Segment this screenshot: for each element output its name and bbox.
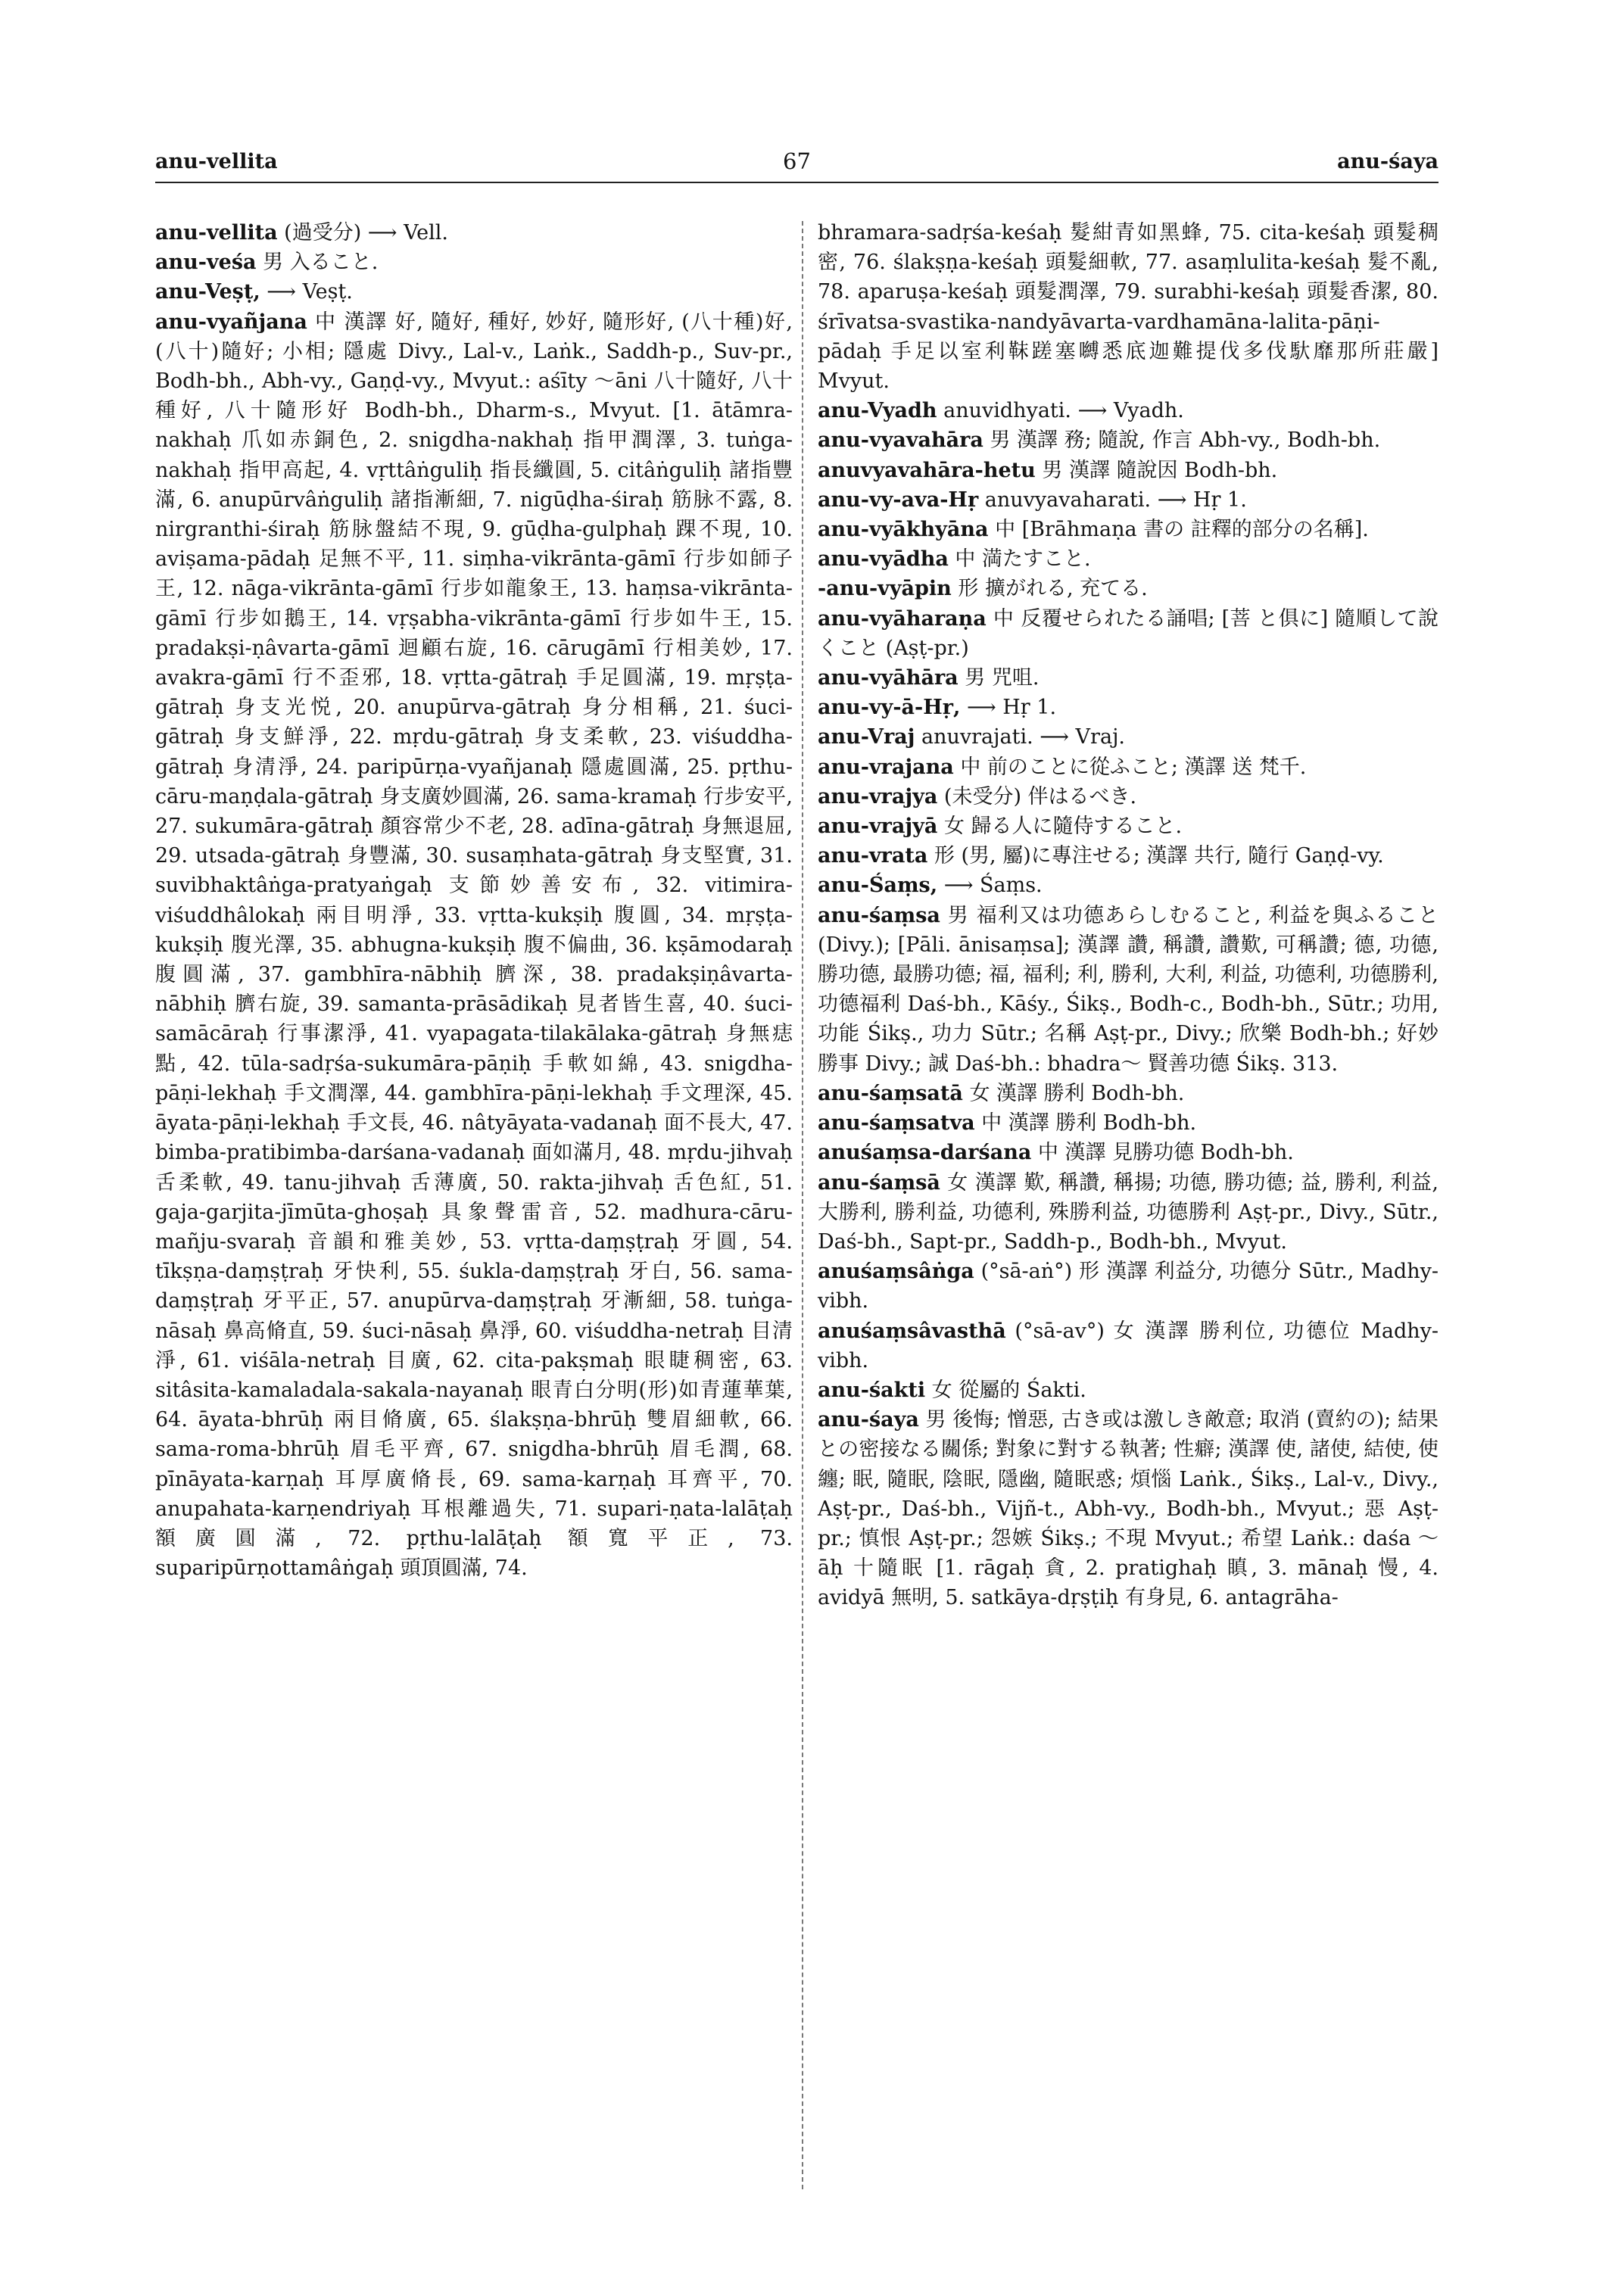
entry-headword: anu-vrajyā	[818, 815, 938, 839]
entry-body: 男 福利又は功德あらしむること, 利益を與ふること (Divy.); [Pāli. ānisaṃsa]; 漢譯 讚, 稱讚, 讚歎, 可稱讚; 德, 功德, 勝功德, 最勝功德; 福, 福利; 利, 勝利, 大利, 利益, 功德利, 功德勝利, 功德福利 Daś-bh., Kāśy., Śikṣ., Bodh-c., Bodh-bh., Sūtr.; 功用, 功能 Śikṣ., 功力 Sūtr.; 名稱 Aṣṭ-pr., Divy.; 欣樂 Bodh-bh.; 好妙勝事 Divy.; 誠 Daś-bh.: bhadra～ 賢善功德 Śikṣ. 313.	[818, 903, 1439, 1076]
dictionary-entry	[155, 218, 793, 248]
dictionary-entry	[818, 396, 1439, 425]
dictionary-entry	[818, 456, 1439, 485]
entry-body: 中 反覆せられたる誦唱; [菩 と俱に] 隨順して說くこと (Aṣṭ-pr.)	[818, 606, 1439, 660]
entry-headword: anu-vyavahāra	[818, 428, 983, 453]
entry-headword: anu-vrajya	[818, 784, 938, 808]
entry-headword: anuśaṃsâṅga	[818, 1260, 974, 1284]
dictionary-entry	[818, 693, 1439, 722]
entry-body: 女 漢譯 歎, 稱讚, 稱揚; 功德, 勝功德; 益, 勝利, 利益, 大勝利, 勝利益, 功德利, 殊勝利益, 功德勝利 Aṣṭ-pr., Divy., Sūtr., Daś-bh., Sapt-pr., Saddh-p., Bodh-bh., Mvyut.	[818, 1170, 1439, 1254]
entry-body: 中 [Brāhmaṇa 書の 註釋的部分の名稱].	[988, 518, 1369, 542]
dictionary-entry	[818, 901, 1439, 1079]
dictionary-entry	[818, 1316, 1439, 1375]
entry-headword: anu-śaṃsatā	[818, 1081, 963, 1105]
entry-body: 中 漢譯 好, 隨好, 種好, 妙好, 隨形好, (八十種)好, (八十)隨好; 小相; 隱處 Divy., Lal-v., Laṅk., Saddh-p., Suv-pr., Bodh-bh., Abh-vy., Gaṇḍ-vy., Mvyut.: aśīty ～āni 八十隨好, 八十種好, 八十隨形好 Bodh-bh., Dharm-s., Mvyut. [1. ātāmra-nakhaḥ 爪如赤銅色, 2. snigdha-nakhaḥ 指甲潤澤, 3. tuṅga-nakhaḥ 指甲高起, 4. vṛttâṅguliḥ 指長纖圓, 5. citâṅguliḥ 諸指豐滿, 6. anupūrvâṅguliḥ 諸指漸細, 7. nigūḍha-śiraḥ 筋脉不露, 8. nirgranthi-śiraḥ 筋脉盤結不現, 9. gūḍha-gulphaḥ 踝不現, 10. aviṣama-pādaḥ 足無不平, 11. siṃha-vikrānta-gāmī 行步如師子王, 12. nāga-vikrānta-gāmī 行步如龍象王, 13. haṃsa-vikrānta-gāmī 行步如鵝王, 14. vṛṣabha-vikrānta-gāmī 行步如牛王, 15. pradakṣi-ṇâvarta-gāmī 迴顧右旋, 16. cārugāmī 行相美妙, 17. avakra-gāmī 行不歪邪, 18. vṛtta-gātraḥ 手足圓滿, 19. mṛṣṭa-gātraḥ 身支光悦, 20. anupūrva-gātraḥ 身分相稱, 21. śuci-gātraḥ 身支鮮淨, 22. mṛdu-gātraḥ 身支柔軟, 23. viśuddha-gātraḥ 身清淨, 24. paripūrṇa-vyañjanaḥ 隱處圓滿, 25. pṛthu-cāru-maṇḍala-gātraḥ 身支廣妙圓滿, 26. sama-kramaḥ 行步安平, 27. sukumāra-gātraḥ 顏容常少不老, 28. adīna-gātraḥ 身無退屈, 29. utsada-gātraḥ 身豐滿, 30. susaṃhata-gātraḥ 身支堅實, 31. suvibhaktâṅga-pratyaṅgaḥ 支節妙善安布, 32. vitimira-viśuddhâlokaḥ 兩目明淨, 33. vṛtta-kukṣiḥ 腹圓, 34. mṛṣṭa-kukṣiḥ 腹光澤, 35. abhugna-kukṣiḥ 腹不偏曲, 36. kṣāmodaraḥ 腹圓滿, 37. gambhīra-nābhiḥ 臍深, 38. pradakṣiṇâvarta-nābhiḥ 臍右旋, 39. samanta-prāsādikaḥ 見者皆生喜, 40. śuci-samācāraḥ 行事潔淨, 41. vyapagata-tilakālaka-gātraḥ 身無痣點, 42. tūla-sadṛśa-sukumāra-pāṇiḥ 手軟如綿, 43. snigdha-pāṇi-lekhaḥ 手文潤澤, 44. gambhīra-pāṇi-lekhaḥ 手文理深, 45. āyata-pāṇi-lekhaḥ 手文長, 46. nâtyāyata-vadanaḥ 面不長大, 47. bimba-pratibimba-darśana-vadanaḥ 面如滿月, 48. mṛdu-jihvaḥ 舌柔軟, 49. tanu-jihvaḥ 舌薄廣, 50. rakta-jihvaḥ 舌色紅, 51. gaja-garjita-jīmūta-ghoṣaḥ 具象聲雷音, 52. madhura-cāru-mañju-svaraḥ 音韻和雅美妙, 53. vṛtta-daṃṣṭraḥ 牙圓, 54. tīkṣṇa-daṃṣṭraḥ 牙快利, 55. śukla-daṃṣṭraḥ 牙白, 56. sama-daṃṣṭraḥ 牙平正, 57. anupūrva-daṃṣṭraḥ 牙漸細, 58. tuṅga-nāsaḥ 鼻高脩直, 59. śuci-nāsaḥ 鼻淨, 60. viśuddha-netraḥ 目清淨, 61. viśāla-netraḥ 目廣, 62. cita-pakṣmaḥ 眼睫稠密, 63. sitâsita-kamaladala-sakala-nayanaḥ 眼青白分明(形)如青蓮華葉, 64. āyata-bhrūḥ 兩目脩廣, 65. ślakṣṇa-bhrūḥ 雙眉細軟, 66. sama-roma-bhrūḥ 眉毛平齊, 67. snigdha-bhrūḥ 眉毛潤, 68. pīnāyata-karṇaḥ 耳厚廣脩長, 69. sama-karṇaḥ 耳齊平, 70. anupahata-karṇendriyaḥ 耳根離過失, 71. supari-ṇata-lalāṭaḥ 額廣圓滿, 72. pṛthu-lalāṭaḥ 額寬平正, 73. suparipūrṇottamâṅgaḥ 頭頂圓滿, 74.	[155, 310, 793, 1581]
entry-headword: anu-Śaṃs,	[818, 874, 938, 898]
entry-headword: anu-vrajana	[818, 755, 954, 779]
dictionary-entry	[818, 515, 1439, 544]
right-column	[818, 218, 1439, 1613]
entry-headword: anu-veśa	[155, 251, 257, 275]
entry-body: 中 漢譯 勝利 Bodh-bh.	[974, 1111, 1197, 1136]
entry-headword: anuvyavahāra-hetu	[818, 458, 1036, 482]
entry-body: (°sā-aṅ°) 形 漢譯 利益分, 功德分 Sūtr., Madhy-vibh.	[818, 1260, 1439, 1313]
dictionary-entry	[818, 812, 1439, 841]
entry-body: 女 從屬的 Śakti.	[925, 1378, 1086, 1402]
entry-headword: anu-Veṣṭ,	[155, 280, 260, 304]
left-column	[155, 218, 793, 1583]
entry-headword: anu-vellita	[155, 221, 278, 245]
entry-body: 形 擴がれる, 充てる.	[951, 577, 1148, 601]
entry-body: anuvrajati. ⟶ Vraj.	[915, 725, 1126, 749]
dictionary-entry	[155, 248, 793, 277]
dictionary-entry	[818, 871, 1439, 900]
entry-body: 男 咒咀.	[958, 666, 1040, 690]
dictionary-entry	[818, 1257, 1439, 1316]
dictionary-entry	[818, 1168, 1439, 1257]
entry-headword: anu-Vyadh	[818, 399, 937, 423]
entry-headword: anu-śakti	[818, 1378, 926, 1402]
entry-headword: -anu-vyāpin	[818, 577, 952, 601]
dictionary-entry	[818, 544, 1439, 574]
entry-headword: anu-vy-ava-Hṛ	[818, 488, 979, 512]
entry-body: (未受分) 伴はるべき.	[937, 784, 1137, 808]
entry-body: 男 入ること.	[256, 251, 379, 275]
dictionary-entry	[818, 663, 1439, 693]
entry-headword: anu-Vraj	[818, 725, 915, 749]
dictionary-entry	[818, 218, 1439, 396]
entry-body: 中 前のことに從ふこと; 漢譯 送 梵千.	[953, 755, 1307, 779]
entry-body: 中 満たすこと.	[948, 547, 1091, 572]
dictionary-entry	[818, 1108, 1439, 1138]
dictionary-entry	[818, 425, 1439, 455]
dictionary-entry	[155, 307, 793, 1584]
entry-body: ⟶ Veṣṭ.	[260, 280, 353, 304]
entry-headword: anu-vyādha	[818, 547, 949, 572]
entry-headword: anu-vrata	[818, 844, 928, 868]
entry-body: 男 後悔; 憎惡, 古き或は激しき敵意; 取消 (賣約の); 結果との密接なる關係; 對象に對する執著; 性癖; 漢譯 使, 諸使, 結使, 使纏; 眠, 隨眠, 陰眠, 隱幽, 隨眠惑; 煩惱 Laṅk., Śikṣ., Lal-v., Divy., Aṣṭ-pr., Daś-bh., Vijñ-t., Abh-vy., Bodh-bh., Mvyut.; 惡 Aṣṭ-pr.; 慎恨 Aṣṭ-pr.; 怨嫉 Śikṣ.; 不現 Mvyut.; 希望 Laṅk.: daśa ～āḥ 十隨眠 [1. rāgaḥ 貪, 2. pratighaḥ 瞋, 3. mānaḥ 慢, 4. avidyā 無明, 5. satkāya-dṛṣṭiḥ 有身見, 6. antagrāha-	[818, 1408, 1439, 1610]
entry-body: bhramara-sadṛśa-keśaḥ 髮紺青如黑蜂, 75. cita-keśaḥ 頭髮稠密, 76. ślakṣṇa-keśaḥ 頭髮細軟, 77. asaṃlulita-keśaḥ 髮不亂, 78. aparuṣa-keśaḥ 頭髮潤澤, 79. surabhi-keśaḥ 頭髮香潔, 80. śrīvatsa-svastika-nandyāvarta-vardhamāna-lalita-pāṇi-pādaḥ 手足以室利靺蹉塞嚩悉底迦難提伐多伐馱靡那所莊嚴] Mvyut.	[818, 221, 1439, 394]
entry-headword: anu-śaṃsā	[818, 1170, 940, 1195]
dictionary-entry	[818, 604, 1439, 663]
page-header	[155, 148, 1439, 183]
entry-headword: anuśaṃsâvasthā	[818, 1319, 1006, 1343]
entry-headword: anu-vyāhāra	[818, 666, 959, 690]
dictionary-entry	[818, 722, 1439, 752]
page-number: 67	[783, 148, 811, 174]
dictionary-entry	[818, 1375, 1439, 1405]
entry-headword: anu-śaya	[818, 1408, 919, 1432]
dictionary-entry	[818, 782, 1439, 812]
entry-body: 中 漢譯 見勝功德 Bodh-bh.	[1031, 1141, 1294, 1165]
entry-headword: anu-vyākhyāna	[818, 518, 989, 542]
entry-headword: anu-vyañjana	[155, 310, 307, 334]
entry-headword: anu-śaṃsatva	[818, 1111, 975, 1136]
entry-body: 男 漢譯 務; 隨說, 作言 Abh-vy., Bodh-bh.	[983, 428, 1381, 453]
entry-body: ⟶ Śaṃs.	[937, 874, 1043, 898]
header-left-guideword: anu-vellita	[155, 150, 278, 173]
entry-body: 形 (男, 屬)に專注せる; 漢譯 共行, 隨行 Gaṇḍ-vy.	[927, 844, 1384, 868]
entry-body: (過受分) ⟶ Vell.	[277, 221, 448, 245]
dictionary-entry	[818, 752, 1439, 782]
entry-headword: anu-śaṃsa	[818, 903, 940, 927]
entry-body: anuvidhyati. ⟶ Vyadh.	[937, 399, 1184, 423]
dictionary-entry	[818, 1138, 1439, 1167]
entry-headword: anu-vy-ā-Hṛ,	[818, 696, 961, 720]
entry-body: 女 歸る人に隨侍すること.	[937, 815, 1183, 839]
entry-body: 男 漢譯 隨說因 Bodh-bh.	[1035, 458, 1278, 482]
column-divider	[802, 221, 803, 2189]
dictionary-entry	[818, 574, 1439, 603]
entry-body: 女 漢譯 勝利 Bodh-bh.	[962, 1081, 1185, 1105]
dictionary-entry	[818, 485, 1439, 515]
header-right-guideword: anu-śaya	[1337, 150, 1439, 173]
dictionary-entry	[818, 1405, 1439, 1612]
entry-body: anuvyavaharati. ⟶ Hṛ 1.	[978, 488, 1247, 512]
entry-body: (°sā-av°) 女 漢譯 勝利位, 功德位 Madhy-vibh.	[818, 1319, 1439, 1372]
dictionary-entry	[818, 841, 1439, 871]
entry-headword: anuśaṃsa-darśana	[818, 1141, 1032, 1165]
dictionary-entry	[155, 277, 793, 307]
entry-body: ⟶ Hṛ 1.	[960, 696, 1057, 720]
dictionary-entry	[818, 1079, 1439, 1108]
entry-headword: anu-vyāharaṇa	[818, 606, 987, 631]
